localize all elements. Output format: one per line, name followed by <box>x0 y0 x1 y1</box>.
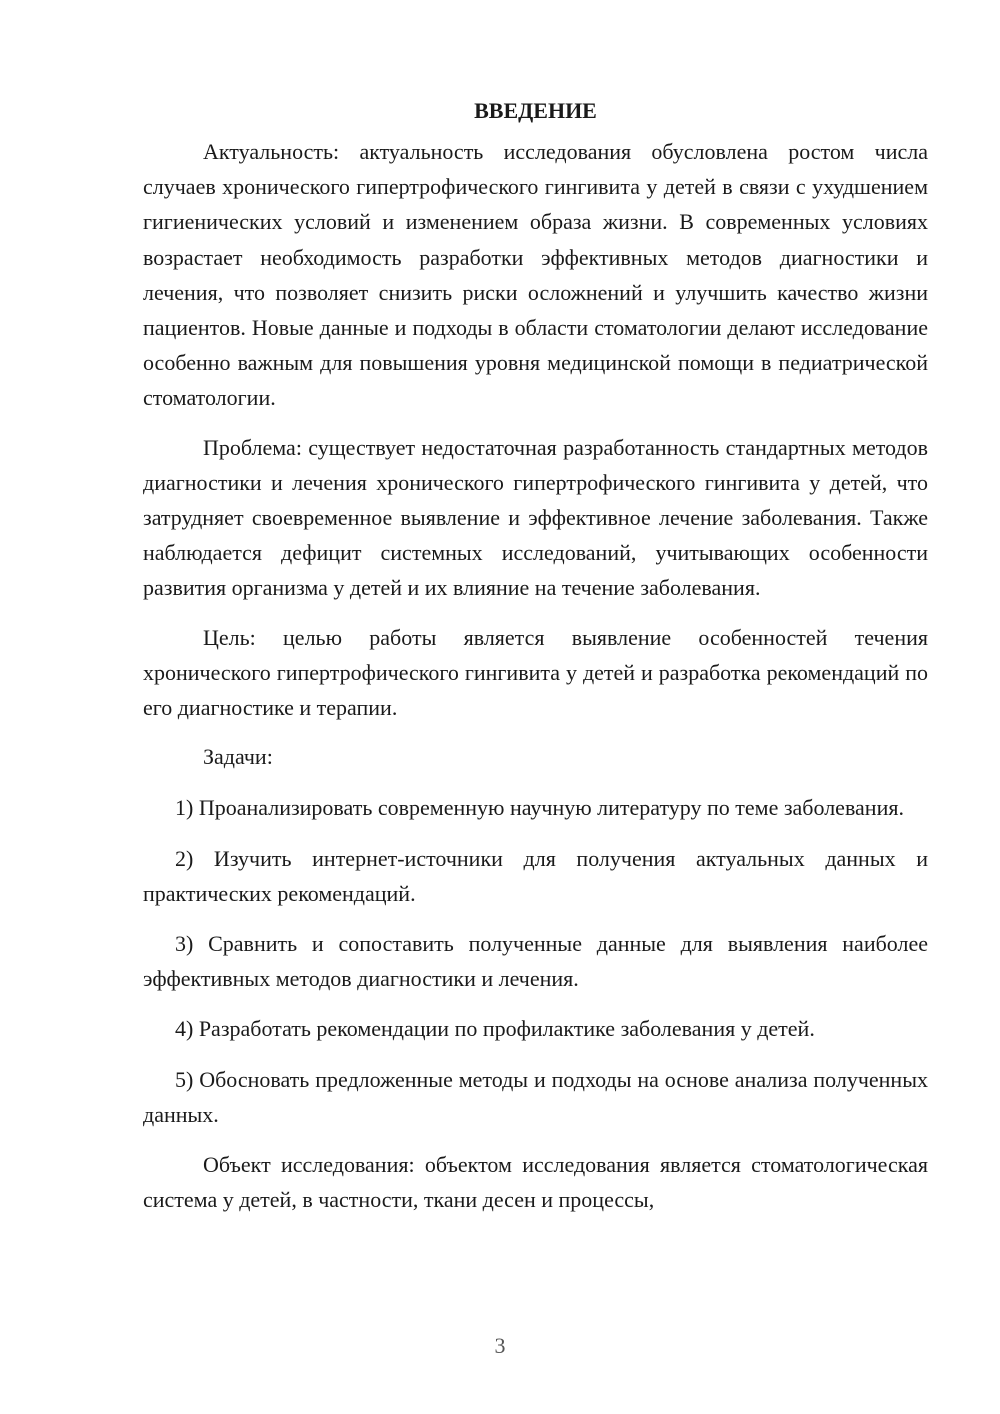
task-item-2: 2) Изучить интернет-источники для получения актуальных данных и практических рекомендаций. <box>143 845 928 906</box>
task-item-3: 3) Сравнить и сопоставить полученные данные для выявления наиболее эффективных методов диагностики и лечения. <box>143 931 928 992</box>
page-number: 3 <box>494 1333 506 1358</box>
tasks-label: Задачи: <box>203 744 273 770</box>
task-item-4: 4) Разработать рекомендации по профилактике заболевания у детей. <box>175 1016 815 1042</box>
paragraph-goal: Цель: целью работы является выявление особенностей течения хронического гипертрофического гингивита у детей и разработка рекомендаций по его диагностике и терапии. <box>143 624 928 721</box>
task-item-5: 5) Обосновать предложенные методы и подходы на основе анализа полученных данных. <box>143 1066 928 1127</box>
task-item-1: 1) Проанализировать современную научную литературу по теме заболевания. <box>175 795 904 821</box>
section-title: ВВЕДЕНИЕ <box>474 98 597 123</box>
paragraph-problem: Проблема: существует недостаточная разработанность стандартных методов диагностики и лечения хронического гипертрофического гингивита у детей, что затрудняет своевременное выявление и эффективное лечение заболевания. Также наблюдается дефицит системных исследований, учитывающих особенности развития организма у детей и их влияние на течение заболевания. <box>143 434 928 601</box>
paragraph-relevance: Актуальность: актуальность исследования обусловлена ростом числа случаев хронического гипертрофического гингивита у детей в связи с ухудшением гигиенических условий и изменением образа жизни. В современных условиях возрастает необходимость разработки эффективных методов диагностики и лечения, что позволяет снизить риски осложнений и улучшить качество жизни пациентов. Новые данные и подходы в области стоматологии делают исследование особенно важным для повышения уровня медицинской помощи в педиатрической стоматологии. <box>143 139 928 411</box>
document-page <box>143 92 928 1217</box>
paragraph-object: Объект исследования: объектом исследования является стоматологическая система у детей, в частности, ткани десен и процессы, <box>143 1152 928 1213</box>
